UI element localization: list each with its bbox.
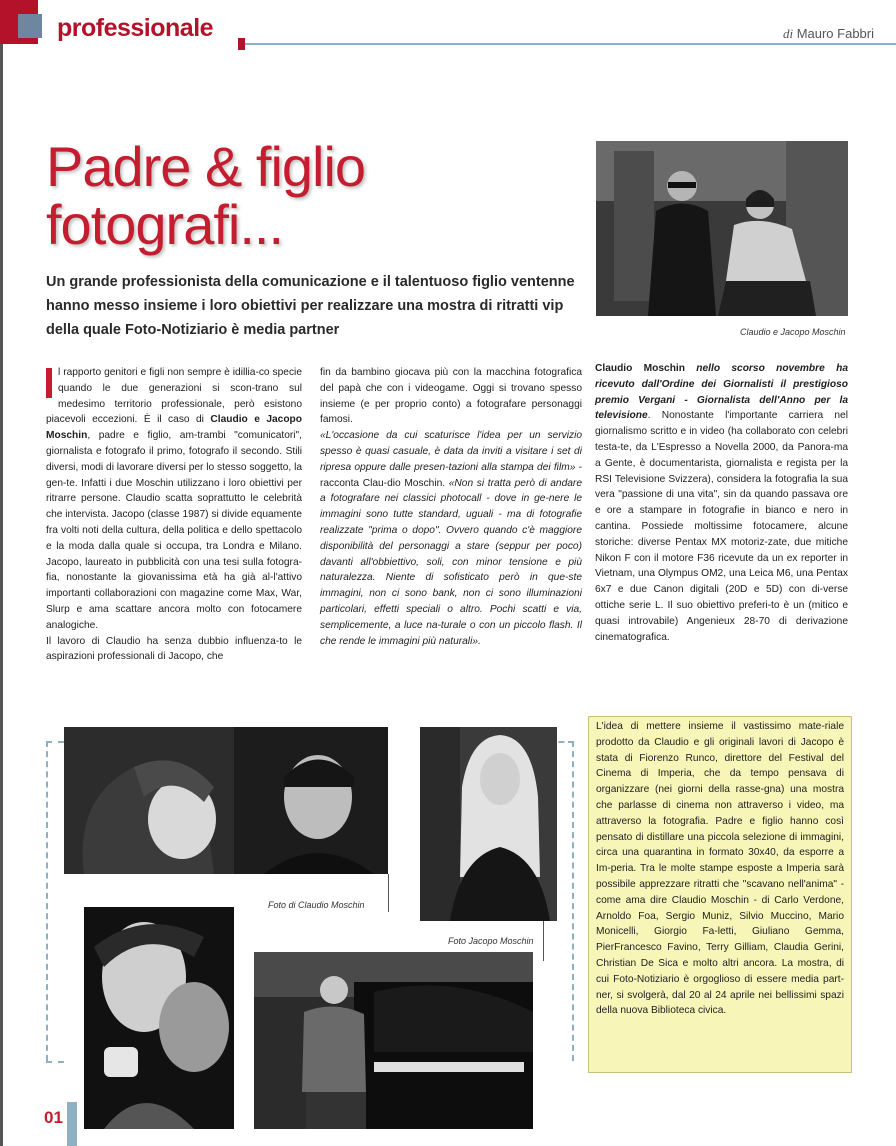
col1-paragraph-2: Il lavoro di Claudio ha senza dubbio influenza-to le aspirazioni professionali di Jacopo, che <box>46 635 302 663</box>
col3-text: . Nonostante l'importante carriera nel giornalismo scritto e in video (ha collaborato con celebri testa-te, da L'Espresso a Novella 2000, da Panora-ma a Gente, è documentarista, giornalista e regista per la RSI Televisione Svizzera), considera la fotografia la sua vera "passione di una vita", sin da quando passava ore e ore a stampare in fotografie in bianco e nero in cantina. Possiede moltissime fotocamere, alcune storiche: diverse Pentax MX motoriz-zate, due mitiche Nikon F con il motore F36 ricevute da un ex reporter in Vietnam, una Olympus OM2, una Leica M6, una Pentax 6x7 e due Canon digitali (20D e 5D) con di-verse ottiche serie L. Il suo obiettivo preferi-to è un (mitico e quasi introvabile) Angenieux 28-70 di derivazione cinematografica. <box>595 410 848 643</box>
author-prefix: di <box>782 26 794 41</box>
article-title <box>46 135 586 256</box>
column-2 <box>320 365 582 649</box>
section-title: professionale <box>57 14 214 42</box>
header-marker <box>238 38 245 50</box>
collage-frame-right <box>572 741 574 1061</box>
page-edge <box>0 44 3 1146</box>
drop-cap-bar <box>46 368 52 398</box>
col3-paragraph-1 <box>595 361 848 645</box>
collage-frame-top-left <box>46 741 64 743</box>
col3-award: nello scorso novembre ha ricevuto dall'Ordine dei Giornalisti il prestigioso premio Vergani - Giornalista dell'Anno per la televisione <box>595 363 848 422</box>
header-blue-square <box>18 14 42 38</box>
photo-claudio-jacopo <box>596 141 848 316</box>
photo-faces-illustration <box>84 907 234 1129</box>
col2-paragraph-1: fin da bambino giocava più con la macchina fotografica del papà che con i videogame. Oggi si trovano spesso insieme (e per proprio conto) a fotografare personaggi famosi. <box>320 367 582 426</box>
article-lead: Un grande professionista della comunicazione e il talentuoso figlio ventenne hanno messo insieme i loro obiettivi per realizzare una mostra di ritratti vip della quale Foto-Notiziario è media partner <box>46 274 575 338</box>
photo-blonde-woman <box>420 727 557 921</box>
collage-frame-left <box>46 741 48 1061</box>
caption-leader-1 <box>388 874 389 912</box>
photo-piano-illustration <box>254 952 533 1129</box>
page-number-bar <box>67 1102 77 1146</box>
collage-frame-bottom-left <box>46 1061 64 1063</box>
title-line-1: Padre & figlio <box>46 135 366 198</box>
col3-name: Claudio Moschin <box>595 363 697 374</box>
col1-names: Claudio e Jacopo Moschin <box>46 414 302 442</box>
page-number: 01 <box>44 1108 63 1127</box>
author-byline <box>783 26 874 42</box>
column-3 <box>595 361 848 645</box>
photo-illustration <box>596 141 848 316</box>
photo-close-faces <box>84 907 234 1129</box>
author-name: Mauro Fabbri <box>796 26 874 41</box>
caption-top-photo: Claudio e Jacopo Moschin <box>740 327 846 337</box>
col2-paragraph-2 <box>320 428 582 649</box>
caption-jacopo: Foto Jacopo Moschin <box>448 936 534 946</box>
photo-couple-illustration <box>64 727 388 874</box>
title-line-2: fotografi... <box>46 193 284 256</box>
exhibition-box: L'idea di mettere insieme il vastissimo mate-riale prodotto da Claudio e gli originali lavori di Jacopo è stata di Fiorenzo Runco, direttore del Festival del Cinema di Imperia, che da tempo pensava di organizzare (nei giorni della rasse-gna) una mostra che parlasse di cinema non attraverso i video, ma attraverso la fotografia. Padre e figlio hanno così pensato di distillare una piccola selezione di immagini, circa una quarantina in formato 30x40, da esporre a Im-peria. Tra le molte stampe esposte a Imperia sarà possibile apprezzare ritratti che "scavano nell'anima" - come ama dire Claudio Moschin - di Carlo Verdone, Arnoldo Foa, Sergio Muniz, Silvio Muccino, Mario Monicelli, Giorgio Fa-letti, Giuliano Gemma, PierFrancesco Favino, Terry Gilliam, Claudia Gerini, Christian De Sica e molto altri ancora. La mostra, di cui Foto-Notiziario è orgoglioso di essere media part-ner, si svolgerà, dal 20 al 24 aprile nei bellissimi spazi della nuova Biblioteca civica. <box>588 716 852 1073</box>
col2-attribution: - racconta Clau-dio Moschin. <box>320 461 582 489</box>
header-rule <box>245 43 896 45</box>
photo-couple <box>64 727 388 874</box>
col1-text-b: , padre e figlio, am-trambi "comunicatori", giornalista e fotografo il primo, fotografo il secondo. Stili diversi, modi di lavorare diversi per lo stesso soggetto, la gen-te. Infatti i due Moschin utilizzano i loro obiettivi per ritrarre persone. Claudio scatta soprattutto le celebrità che intervista. Jacopo (classe 1987) si divide equamente fra volti noti della cultura, della politica e dello spettacolo e la moda dalla quale si occupa, tra Londra e Milano. Jacopo, laureato in pubblicità con una tesi sulla fotogra-fia, nonostante la giovanissima età ha già al-l'attivo importanti collaborazioni con magazine come Max, War, Slurp e ama scattare ancora molto con fotocamere analogiche. <box>46 430 302 631</box>
col2-quote-1: «L'occasione da cui scaturisce l'idea per un servizio spesso è quasi casuale, è data da inviti a visitare i set di ripresa oppure dalle presen-tazioni alla stampa dei film» <box>320 430 582 473</box>
col1-paragraph-1 <box>46 365 302 634</box>
photo-man-at-piano <box>254 952 533 1129</box>
caption-leader-2 <box>543 921 544 961</box>
col1-text-a: l rapporto genitori e figli non sempre è idillia-co specie quando le due generazioni si scon-trano sul medesimo territorio professionale, però esistono piacevoli eccezioni. È il caso di <box>46 367 302 426</box>
column-1 <box>46 365 302 665</box>
caption-claudio: Foto di Claudio Moschin <box>268 900 365 910</box>
photo-woman-illustration <box>420 727 557 921</box>
col2-quote-2: «Non si tratta però di andare a fotografare nei classici photocall - dove in ge-nere le immagini sono tutte standard, uguali - ma di fotografie realizzate "prima o dopo". Ovvero quando c'è maggiore disponibilità del personaggi a stare (seppur per poco) davanti all'obbiettivo, soli, con minor tensione e più naturalezza. Niente di sofisticato però in que-ste immagini, non ci sono bank, non ci sono illuminazioni particolari, effetti speciali o altro. Pochi scatti e via, semplicemente, a luce na-turale o con un piccolo flash. Il che rende le immagini più naturali». <box>320 477 582 647</box>
